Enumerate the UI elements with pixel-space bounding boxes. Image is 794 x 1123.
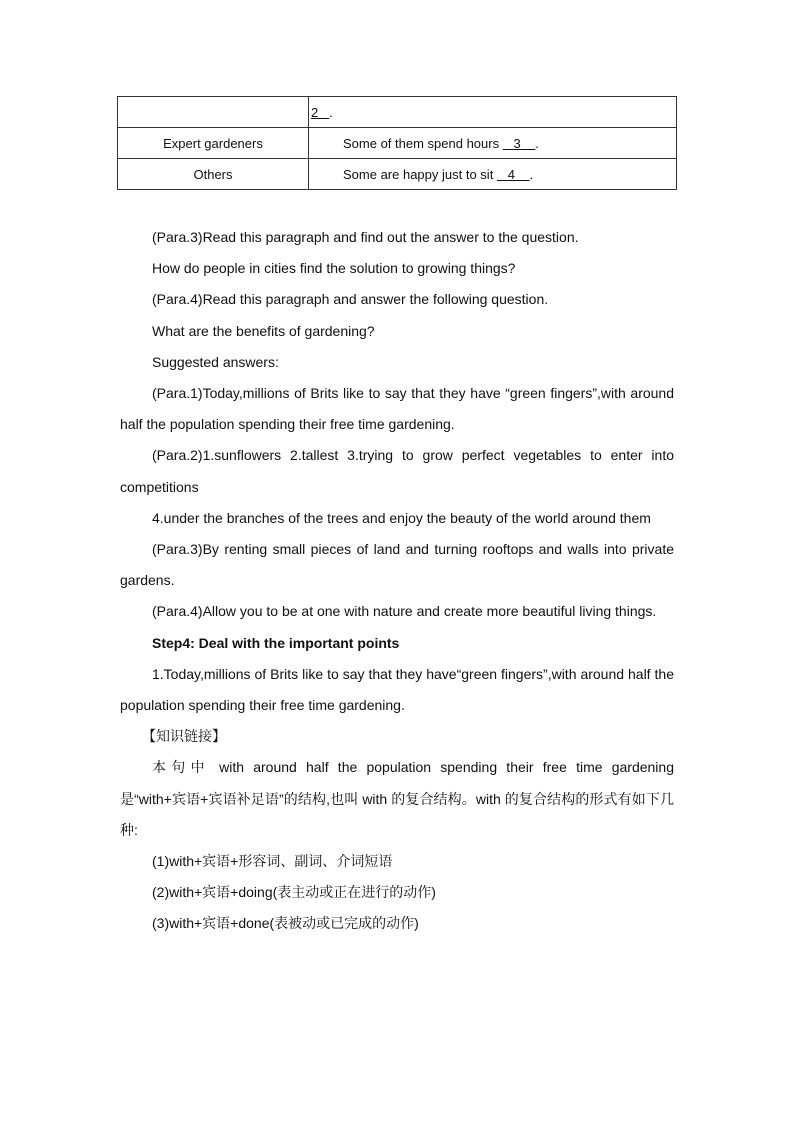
table-cell-left: Expert gardeners bbox=[118, 128, 309, 159]
paragraph: Suggested answers: bbox=[152, 353, 279, 370]
list-item: (1)with+宾语+形容词、副词、介词短语 bbox=[152, 853, 393, 870]
list-item: (3)with+宾语+done(表被动或已完成的动作) bbox=[152, 915, 419, 932]
paragraph: (Para.2)1.sunflowers 2.tallest 3.trying to grow perfect vegetables to enter into competitions bbox=[120, 447, 674, 495]
paragraph: (Para.4)Allow you to be at one with nature and create more beautiful living things. bbox=[152, 603, 657, 620]
table-cell-left bbox=[118, 97, 309, 128]
paragraph: What are the benefits of gardening? bbox=[152, 322, 375, 339]
blank-2: 2 bbox=[311, 104, 319, 120]
paragraph: How do people in cities find the solution to growing things? bbox=[152, 260, 516, 277]
paragraph: 本句中 with around half the population spending their free time gardening 是“with+宾语+宾语补足语”的结构,也叫 with 的复合结构。with 的复合结构的形式有如下几种: bbox=[120, 759, 674, 838]
table-cell-left: Others bbox=[118, 159, 309, 190]
cell-text: Some are happy just to sit bbox=[343, 166, 497, 182]
section-label: 【知识链接】 bbox=[142, 728, 226, 745]
paragraph: 4.under the branches of the trees and enjoy the beauty of the world around them bbox=[152, 509, 651, 526]
table-cell-right bbox=[309, 159, 677, 190]
answer-table bbox=[117, 96, 677, 190]
cell-punct: . bbox=[329, 104, 333, 120]
cell-punct: . bbox=[529, 166, 534, 182]
cell-punct: . bbox=[535, 135, 539, 151]
blank-3: 3 bbox=[513, 135, 521, 151]
paragraph: (Para.1)Today,millions of Brits like to say that they have “green fingers”,with around half the population spending their free time gardening. bbox=[120, 385, 674, 433]
cell-text: Some of them spend hours bbox=[343, 135, 503, 151]
table-cell-right bbox=[309, 128, 677, 159]
paragraph: (Para.3)By renting small pieces of land and turning rooftops and walls into private gardens. bbox=[120, 541, 674, 589]
paragraph: 1.Today,millions of Brits like to say that they have“green fingers”,with around half the population spending their free time gardening. bbox=[120, 665, 674, 714]
table-row bbox=[118, 128, 677, 159]
list-item: (2)with+宾语+doing(表主动或正在进行的动作) bbox=[152, 884, 436, 901]
table-row bbox=[118, 159, 677, 190]
body-text bbox=[120, 222, 674, 940]
paragraph: (Para.4)Read this paragraph and answer the following question. bbox=[152, 291, 549, 308]
blank-4: 4 bbox=[507, 166, 515, 182]
section-heading: Step4: Deal with the important points bbox=[152, 634, 400, 651]
table-cell-right bbox=[309, 97, 677, 128]
paragraph: (Para.3)Read this paragraph and find out the answer to the question. bbox=[152, 229, 579, 245]
table-row bbox=[118, 97, 677, 128]
